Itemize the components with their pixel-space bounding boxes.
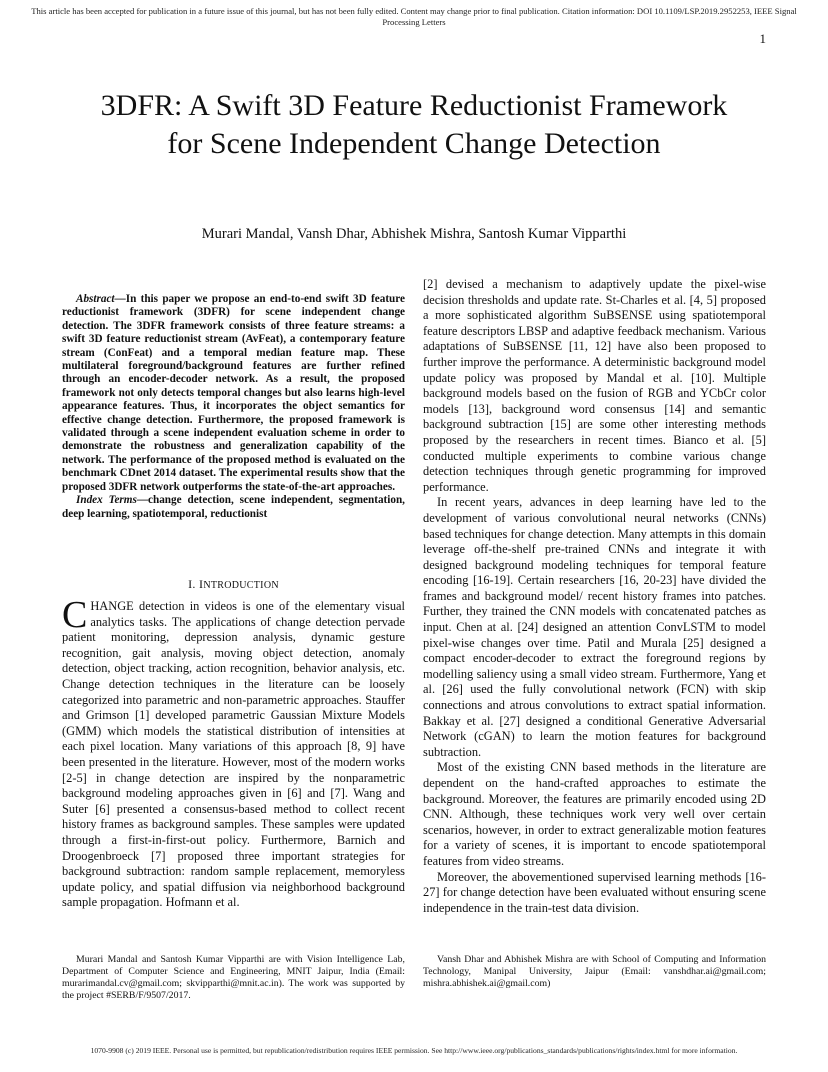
section-title-rest: NTRODUCTION bbox=[203, 580, 279, 591]
page-number: 1 bbox=[759, 31, 766, 46]
abstract-text: In this paper we propose an end-to-end swift 3D feature reductionist framework (3DFR) for scene independent change detection. The 3DFR framework consists of three feature streams: a swift 3D feature reductionist stream (AvFeat), a contemporary feature stream (ConFeat) and a temporal median feature map. These multilateral foreground/background features are further refined through an encoder-decoder network. As a result, the proposed framework not only detects temporal changes but also learns high-level appearance features. Thus, it incorporates the object semantics for effective change detection. Furthermore, the proposed framework is validated through a scene independent evaluation scheme in order to demonstrate the robustness and generalization capability of the network. The performance of the proposed method is evaluated on the benchmark CDnet 2014 dataset. The experimental results show that the proposed 3DFR network outperforms the state-of-the-art approaches. bbox=[62, 293, 405, 493]
publication-notice: This article has been accepted for publication in a future issue of this journal, but has not been fully edited. Content may change prior to final publication. Citation information: DOI 10.1109/LSP.2019.2952253, IEEE Signal Processing Letters bbox=[31, 6, 797, 27]
footnote-left: Murari Mandal and Santosh Kumar Vipparthi are with Vision Intelligence Lab, Department of Computer Science and Engineering, MNIT Jaipur, India (Email: murarimandal.cv@gmail.com; skvipparthi@mnit.ac.in). The work was supported by the project #SERB/F/9507/2017. bbox=[62, 954, 405, 1001]
intro-text: HANGE detection in videos is one of the elementary visual analytics tasks. The applications of change detection pervade patient monitoring, depression analysis, dynamic gesture recognition, gait analysis, moving object detection, anomaly detection, object tracking, action recognition, behavior analysis, etc. Change detection techniques in the literature can be loosely categorized into parametric and non-parametric approaches. Stauffer and Grimson [1] developed parametric Gaussian Mixture Models (GMM) which models the statistical distribution of intensities at each pixel location. Many variations of this approach [8, 9] have been presented in the literature. However, most of the modern works [2-5] in change detection are inspired by the nonparametric background modeling approaches given in [6] and [7]. Wang and Suter [6] presented a consensus-based method to collect recent history frames as background samples. These samples were updated through a first-in-first-out policy. Furthermore, Barnich and Droogenbroeck [7] proposed three important strategies for background subtraction: random sample replacement, memoryless update policy, and spatial diffusion via neighborhood background sample propagation. Hofmann et al. bbox=[62, 599, 405, 910]
abstract-paragraph bbox=[62, 293, 405, 494]
section-numeral: I. bbox=[188, 577, 196, 591]
author-list: Murari Mandal, Vansh Dhar, Abhishek Mishra, Santosh Kumar Vipparthi bbox=[201, 226, 627, 242]
paragraph-scene-independence: Moreover, the abovementioned supervised learning methods [16-27] for change detection have been evaluated without ensuring scene independence in the train-test data division. bbox=[423, 869, 766, 915]
abstract-dash: — bbox=[114, 293, 126, 305]
index-terms bbox=[62, 494, 405, 521]
intro-left-column bbox=[62, 594, 405, 911]
paragraph-deep-learning: In recent years, advances in deep learning have led to the development of various convolutional neural networks (CNNs) based techniques for change detection. Many attempts in this domain leverage off-the-shelf pre-trained CNNs and integrate it with designed background modeling techniques for temporal feature encoding [16-19]. Certain researchers [16, 20-23] have divided the frames and background model/ recent history frames into patches. Further, they trained the CNN models with concatenated patches as input. Chen at al. [24] designed an attention ConvLSTM to model pixel-wise changes over time. Patil and Murala [25] designed a compact encoder-decoder to extract the foreground regions by modelling saliency using a small video stream. Furthermore, Yang et al. [26] used the fully convolutional network (FCN) with skip connections and atrous convolutions to extract spatial information. Bakkay et al. [27] designed a conditional Generative Adversarial Network (cGAN) to learn the motion features for background subtraction. bbox=[423, 495, 766, 759]
abstract-label: Abstract bbox=[76, 293, 115, 305]
abstract bbox=[62, 293, 405, 521]
copyright-footer: 1070-9908 (c) 2019 IEEE. Personal use is permitted, but republication/redistribution requires IEEE permission. See http://www.ieee.org/publications_standards/publications/rights/index.html for more information. bbox=[90, 1046, 738, 1055]
drop-cap: C bbox=[62, 594, 88, 636]
paper-title: 3DFR: A Swift 3D Feature Reductionist Framework for Scene Independent Change Detection bbox=[100, 89, 728, 160]
intro-paragraph bbox=[62, 594, 405, 911]
index-terms-text: change detection, scene independent, segmentation, deep learning, spatiotemporal, reductionist bbox=[62, 494, 405, 520]
footnote-right: Vansh Dhar and Abhishek Mishra are with School of Computing and Information Technology, Manipal University, Jaipur (Email: vanshdhar.ai@gmail.com; mishra.abhishek.ai@gmail.com) bbox=[423, 954, 766, 989]
index-terms-dash: — bbox=[136, 494, 148, 507]
index-terms-label: Index Terms bbox=[76, 494, 137, 507]
section-title-initial: I bbox=[199, 577, 204, 591]
paragraph-cnn-methods: Most of the existing CNN based methods in the literature are dependent on the hand-crafted approaches to estimate the background. Moreover, the features are primarily encoded using 2D CNN. Although, these techniques work very well over certain scenarios, however, in order to extract generalizable motion features for a variety of scenes, it is important to encode spatiotemporal features from video streams. bbox=[423, 760, 766, 868]
section-heading bbox=[62, 577, 405, 592]
paragraph-continued: [2] devised a mechanism to adaptively update the pixel-wise decision thresholds and update rate. St-Charles et al. [4, 5] proposed a more sophisticated algorithm SuBSENSE using spatiotemporal feature descriptors LBSP and adaptive feedback mechanism. Various adaptations of SuBSENSE [11, 12] have also been proposed to further improve the performance. A deterministic background model update policy was proposed by Mandal et al. [10]. Multiple background models based on the fusion of RGB and YCbCr color models [13], background word consensus [14] and semantic background subtraction [15] are some other interesting methods proposed by the researchers in recent times. Bianco et al. [5] conducted multiple experiments to combine various change detection techniques through genetic programming for improved performance. bbox=[423, 277, 766, 494]
right-column bbox=[423, 277, 766, 916]
